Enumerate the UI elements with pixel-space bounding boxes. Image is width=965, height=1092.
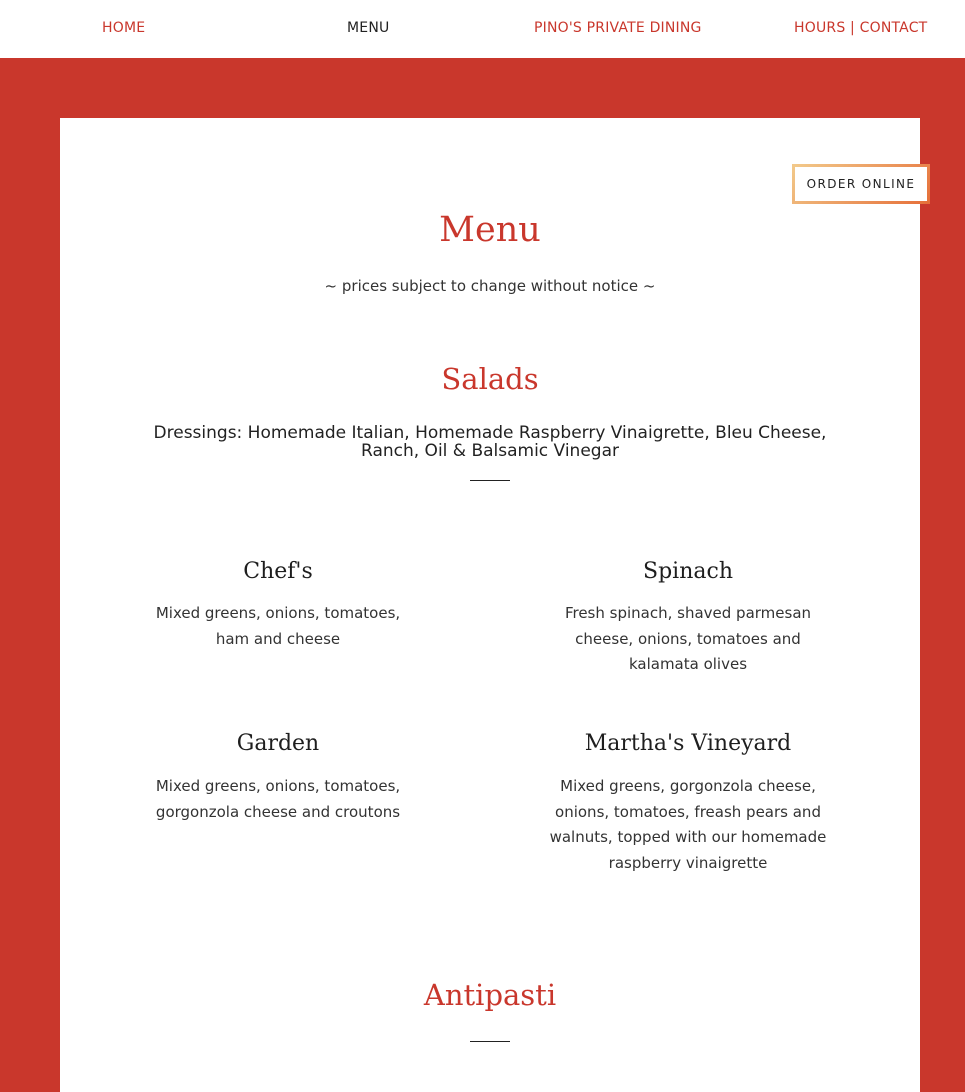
nav-hours-contact-link[interactable]: HOURS | CONTACT: [794, 20, 928, 36]
page-title: Menu: [439, 210, 541, 250]
salad-desc-garden: Mixed greens, onions, tomatoes, gorgonzola cheese and croutons: [155, 777, 401, 821]
antipasti-divider: [470, 1041, 510, 1042]
salad-name-garden: Garden: [236, 731, 320, 756]
salads-divider: [470, 480, 510, 481]
price-notice: ~ prices subject to change without notice ~: [324, 277, 656, 295]
salad-name-marthas-vineyard: Martha's Vineyard: [584, 731, 792, 756]
nav-home-link[interactable]: HOME: [102, 20, 146, 36]
top-navigation: [0, 0, 965, 58]
salad-dressings: Dressings: Homemade Italian, Homemade Raspberry Vinaigrette, Bleu Cheese, Ranch, Oil & Balsamic Vinegar: [153, 423, 827, 461]
antipasti-heading: Antipasti: [423, 978, 557, 1012]
nav-private-dining-link[interactable]: PINO'S PRIVATE DINING: [534, 20, 702, 36]
salad-name-spinach: Spinach: [643, 559, 733, 584]
salads-heading: Salads: [441, 362, 539, 396]
salad-desc-spinach: Fresh spinach, shaved parmesan cheese, onions, tomatoes and kalamata olives: [564, 604, 812, 673]
nav-menu-link[interactable]: MENU: [347, 20, 390, 36]
salad-desc-marthas-vineyard: Mixed greens, gorgonzola cheese, onions, tomatoes, freash pears and walnuts, topped with our homemade raspberry vinaigrette: [549, 777, 827, 872]
salad-name-chefs: Chef's: [243, 559, 313, 584]
order-online-button[interactable]: ORDER ONLINE: [792, 164, 930, 204]
salad-desc-chefs: Mixed greens, onions, tomatoes, ham and cheese: [155, 604, 401, 648]
